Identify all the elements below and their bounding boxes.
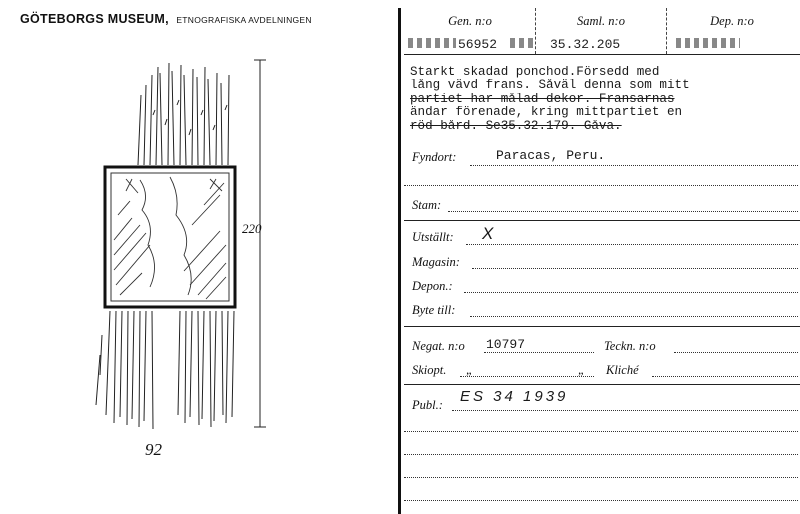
cliche-label: Kliché [606, 363, 639, 377]
ditto-mark: „ [466, 363, 473, 377]
saml-number-label: Saml. n:o [577, 14, 625, 28]
stam-label: Stam: [412, 198, 442, 212]
fyndort-value: Paracas, Peru. [496, 148, 606, 163]
card-divider [398, 8, 401, 514]
dotted-line [674, 352, 798, 353]
description-line: ändar förenade, kring mittpartiet en [410, 106, 683, 120]
gen-number-value: 56952 [458, 37, 498, 52]
teckn-label: Teckn. n:o [604, 339, 656, 353]
dotted-line [484, 352, 594, 353]
dep-number-label: Dep. n:o [710, 14, 754, 28]
dotted-line [470, 316, 798, 317]
byte-label: Byte till: [412, 303, 456, 317]
dashes [408, 38, 456, 48]
object-description [410, 66, 798, 133]
utstallt-mark: X [482, 224, 497, 243]
section-rule [404, 326, 800, 327]
poncho-sketch [80, 55, 290, 475]
dotted-line [466, 244, 798, 245]
dimension-label: 220 [242, 221, 262, 236]
negat-label: Negat. n:o [412, 339, 465, 353]
dashes [676, 38, 740, 48]
magasin-label: Magasin: [412, 255, 460, 269]
dotted-line [404, 454, 798, 455]
dotted-line [472, 268, 798, 269]
gen-number-label: Gen. n:o [448, 14, 492, 28]
dotted-line [404, 185, 798, 186]
museum-name: GÖTEBORGS MUSEUM, [20, 12, 169, 26]
section-rule [404, 384, 800, 385]
section-rule [404, 220, 800, 221]
publ-label: Publ.: [412, 398, 443, 412]
depon-label: Depon.: [412, 279, 453, 293]
dotted-line [404, 500, 798, 501]
negat-value: 10797 [486, 337, 526, 352]
dotted-line [652, 376, 798, 377]
dotted-line [448, 211, 798, 212]
utstallt-label: Utställt: [412, 230, 454, 244]
dotted-line [470, 165, 798, 166]
saml-number-value: 35.32.205 [550, 37, 621, 52]
department-name: ETNOGRAFISKA AVDELNINGEN [176, 15, 312, 25]
dotted-line [404, 477, 798, 478]
publ-value: ES 34 1939 [460, 388, 569, 405]
museum-header [20, 10, 312, 28]
dotted-line [464, 292, 798, 293]
ditto-mark: „ [578, 363, 585, 377]
description-line: röd bård. Se35.32.179. Gåva. [410, 119, 622, 133]
skiopt-label: Skiopt. [412, 363, 447, 377]
dotted-line [460, 376, 594, 377]
description-line: partiet har målad dekor. Fransarnas [410, 92, 675, 106]
fyndort-label: Fyndort: [412, 150, 457, 164]
object-number: 92 [145, 440, 162, 459]
dotted-line [452, 410, 798, 411]
description-line: lång vävd frans. Såväl denna som mitt [410, 79, 690, 93]
header-rule [404, 54, 800, 55]
dashes [510, 38, 534, 48]
description-line: Starkt skadad ponchod.Försedd med [410, 66, 660, 79]
dotted-line [404, 431, 798, 432]
